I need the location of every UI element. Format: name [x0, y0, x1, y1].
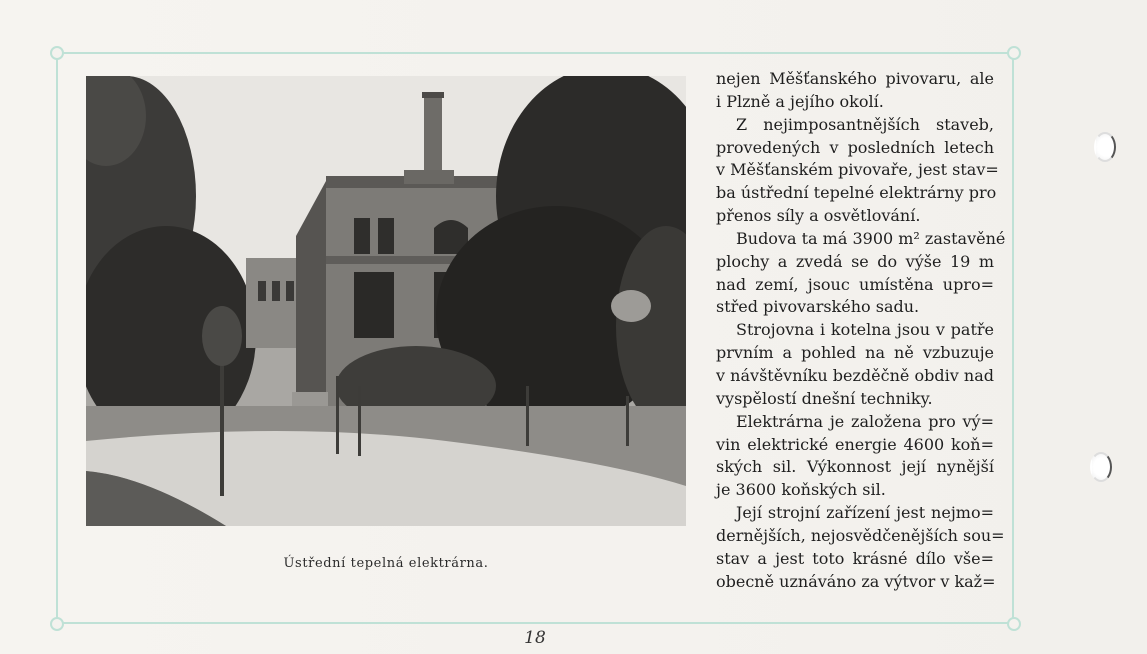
text-line: obecně uznáváno za výtvor v kaž= — [716, 571, 996, 591]
binding-hole — [1090, 452, 1112, 482]
text-line: provedených v posledních letech — [716, 137, 994, 157]
binding-hole — [1094, 132, 1116, 162]
text-line: Strojovna i kotelna jsou v patře — [736, 320, 994, 340]
text-line: plochy a zvedá se do výše 19 m — [716, 251, 994, 271]
frame-corner-ornament — [50, 46, 64, 60]
text-line: Elektrárna je založena pro vý= — [736, 411, 994, 431]
body-text-column — [716, 68, 1006, 593]
text-line: je 3600 koňských sil. — [716, 480, 886, 500]
text-line: přenos síly a osvětlování. — [716, 206, 921, 226]
text-line: nejen Měšťanského pivovaru, ale — [716, 69, 994, 88]
text-line: v Měšťanském pivovaře, jest stav= — [716, 160, 999, 180]
page-number: 18 — [524, 628, 546, 648]
text-line: Její strojní zařízení jest nejmo= — [736, 503, 994, 523]
text-line: Budova ta má 3900 m² zastavěné — [736, 228, 1006, 248]
photo-caption: Ústřední tepelná elektrárna. — [283, 556, 489, 571]
text-line: v návštěvníku bezděčně obdiv nad — [716, 365, 994, 385]
text-line: nad zemí, jsouc umístěna upro= — [716, 274, 994, 294]
frame-corner-ornament — [50, 617, 64, 631]
text-line: Z nejimposantnějších staveb, — [736, 114, 994, 134]
power-plant-photograph — [86, 76, 686, 526]
text-line: prvním a pohled na ně vzbuzuje — [716, 343, 994, 363]
text-line: dernějších, nejosvědčenějších sou= — [716, 525, 1005, 545]
text-line: stav a jest toto krásné dílo vše= — [716, 548, 994, 568]
text-line: ských sil. Výkonnost její nynější — [716, 457, 994, 477]
text-line: i Plzně a jejího okolí. — [716, 91, 884, 111]
frame-corner-ornament — [1007, 617, 1021, 631]
text-line: vin elektrické energie 4600 koň= — [716, 434, 994, 454]
text-line: střed pivovarského sadu. — [716, 297, 920, 317]
frame-corner-ornament — [1007, 46, 1021, 60]
text-line: ba ústřední tepelné elektrárny pro — [716, 183, 997, 203]
text-line: vyspělostí dnešní techniky. — [716, 388, 933, 408]
